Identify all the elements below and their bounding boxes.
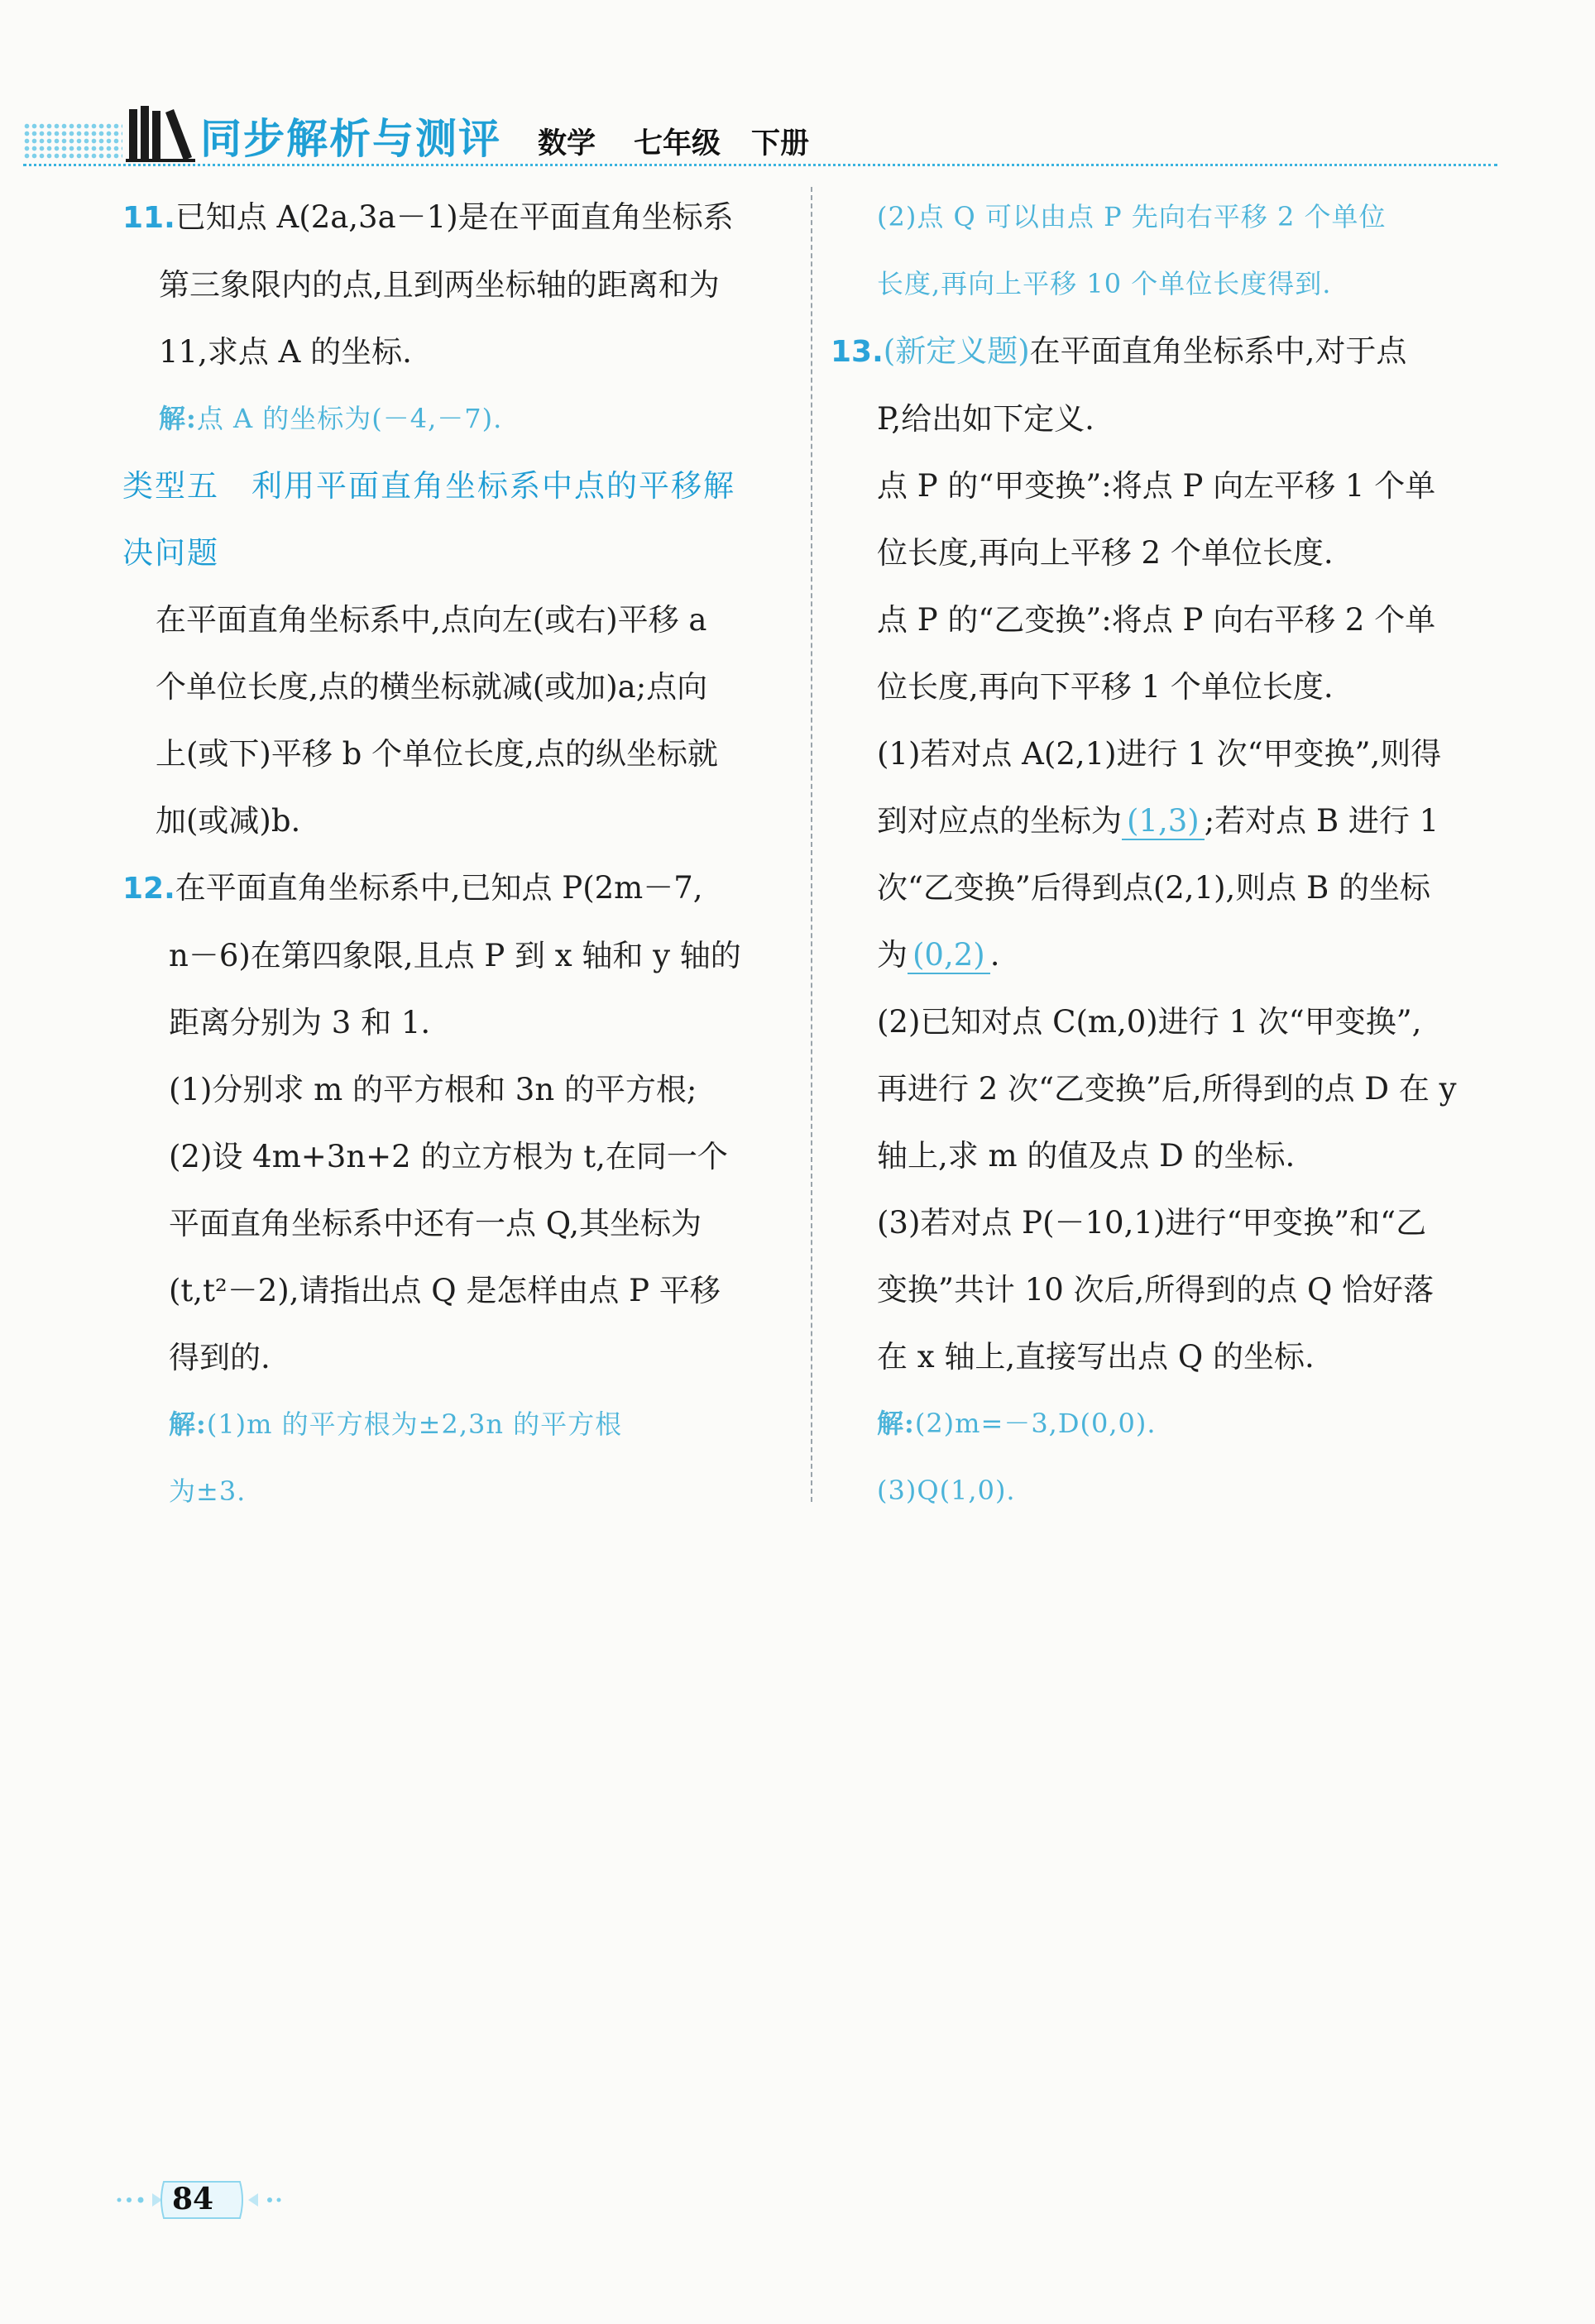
method-note [122, 586, 791, 854]
question-text [831, 921, 1501, 988]
header-divider [23, 164, 1497, 166]
question-text: 11,求点 A 的坐标. [159, 334, 412, 370]
answer [122, 1391, 791, 1458]
question-text-part: 到对应点的坐标为 [877, 803, 1122, 839]
answer-text: (1)m 的平方根为±2,3n 的平方根 [206, 1408, 623, 1440]
question-text: 点 P 的“乙变换”:将点 P 向右平移 2 个单 [877, 602, 1436, 638]
answer-text: (2)m=－3,D(0,0). [914, 1408, 1157, 1439]
question-text-part: 为 [877, 937, 908, 973]
answer-label: 解: [877, 1408, 915, 1439]
question-text: 在平面直角坐标系中,对于点 [1029, 333, 1407, 369]
question-text: 再进行 2 次“乙变换”后,所得到的点 D 在 y [877, 1071, 1457, 1107]
question-text: (t,t²－2),请指出点 Q 是怎样由点 P 平移 [169, 1273, 721, 1308]
question-text: (2)设 4m+3n+2 的立方根为 t,在同一个 [169, 1139, 728, 1174]
column-divider [811, 187, 812, 1502]
question-13 [831, 318, 1501, 1524]
method-text: 上(或下)平移 b 个单位长度,点的纵坐标就 [156, 736, 718, 772]
answer-text: 长度,再向上平移 10 个单位长度得到. [877, 268, 1332, 299]
question-text: 平面直角坐标系中还有一点 Q,其坐标为 [169, 1206, 702, 1241]
question-11 [122, 184, 791, 452]
question-12 [122, 854, 791, 1525]
method-text: 加(或减)b. [156, 803, 301, 839]
question-tag: (新定义题) [883, 333, 1030, 369]
question-text: (3)若对点 P(－10,1)进行“甲变换”和“乙 [877, 1205, 1427, 1241]
question-text: 变换”共计 10 次后,所得到的点 Q 恰好落 [877, 1272, 1435, 1308]
answer-text: (2)点 Q 可以由点 P 先向右平移 2 个单位 [877, 201, 1387, 232]
header-dot-pattern [23, 122, 122, 159]
section-heading: 决问题 [122, 535, 219, 571]
question-text: n－6)在第四象限,且点 P 到 x 轴和 y 轴的 [169, 938, 741, 973]
question-text: 点 P 的“甲变换”:将点 P 向左平移 1 个单 [877, 468, 1436, 504]
book-series-title: 同步解析与测评 [200, 115, 501, 163]
question-text-part: . [989, 937, 1000, 973]
subject-label: 数学 [538, 127, 596, 160]
question-number: 13. [831, 335, 884, 369]
answer-label: 解: [169, 1408, 207, 1440]
question-number: 12. [122, 872, 175, 906]
right-column [831, 184, 1501, 1524]
left-column [122, 184, 791, 1525]
question-text: 已知点 A(2a,3a－1)是在平面直角坐标系 [175, 199, 734, 235]
question-text: (1)若对点 A(2,1)进行 1 次“甲变换”,则得 [877, 736, 1442, 772]
question-text: 轴上,求 m 的值及点 D 的坐标. [877, 1138, 1296, 1174]
method-text: 在平面直角坐标系中,点向左(或右)平移 a [156, 602, 707, 638]
answer-label: 解: [159, 403, 197, 434]
answer-text: (3)Q(1,0). [877, 1475, 1016, 1506]
grade-label: 七年级 [634, 127, 721, 160]
question-text: P,给出如下定义. [877, 401, 1094, 437]
answer [122, 385, 791, 452]
question-text: 位长度,再向下平移 1 个单位长度. [877, 669, 1334, 705]
question-text: 在 x 轴上,直接写出点 Q 的坐标. [877, 1339, 1315, 1375]
answer-blank: (0,2) [908, 937, 990, 974]
question-text: (1)分别求 m 的平方根和 3n 的平方根; [169, 1072, 697, 1107]
section-heading: 类型五 利用平面直角坐标系中点的平移解 [122, 468, 735, 504]
question-text-part: ;若对点 B 进行 1 [1204, 803, 1439, 839]
volume-label: 下册 [751, 127, 810, 160]
answer-text: 为±3. [169, 1475, 247, 1507]
page-header [0, 0, 1595, 174]
answer-blank: (1,3) [1122, 803, 1205, 840]
question-text: 在平面直角坐标系中,已知点 P(2m－7, [175, 870, 703, 906]
method-text: 个单位长度,点的横坐标就减(或加)a;点向 [156, 669, 708, 705]
question-text: (2)已知对点 C(m,0)进行 1 次“甲变换”, [877, 1004, 1422, 1040]
question-text: 得到的. [169, 1340, 271, 1375]
question-text: 距离分别为 3 和 1. [169, 1005, 431, 1040]
answer-text: 点 A 的坐标为(－4,－7). [196, 403, 503, 434]
question-text: 位长度,再向上平移 2 个单位长度. [877, 535, 1334, 571]
question-number: 11. [122, 201, 175, 235]
books-icon [126, 104, 197, 164]
question-text [831, 787, 1501, 854]
question-text: 第三象限内的点,且到两坐标轴的距离和为 [159, 267, 720, 303]
page-number: 84 [172, 2182, 214, 2216]
question-12-answer-continued [831, 184, 1501, 318]
question-text: 次“乙变换”后得到点(2,1),则点 B 的坐标 [877, 870, 1431, 906]
answer [831, 1390, 1501, 1457]
